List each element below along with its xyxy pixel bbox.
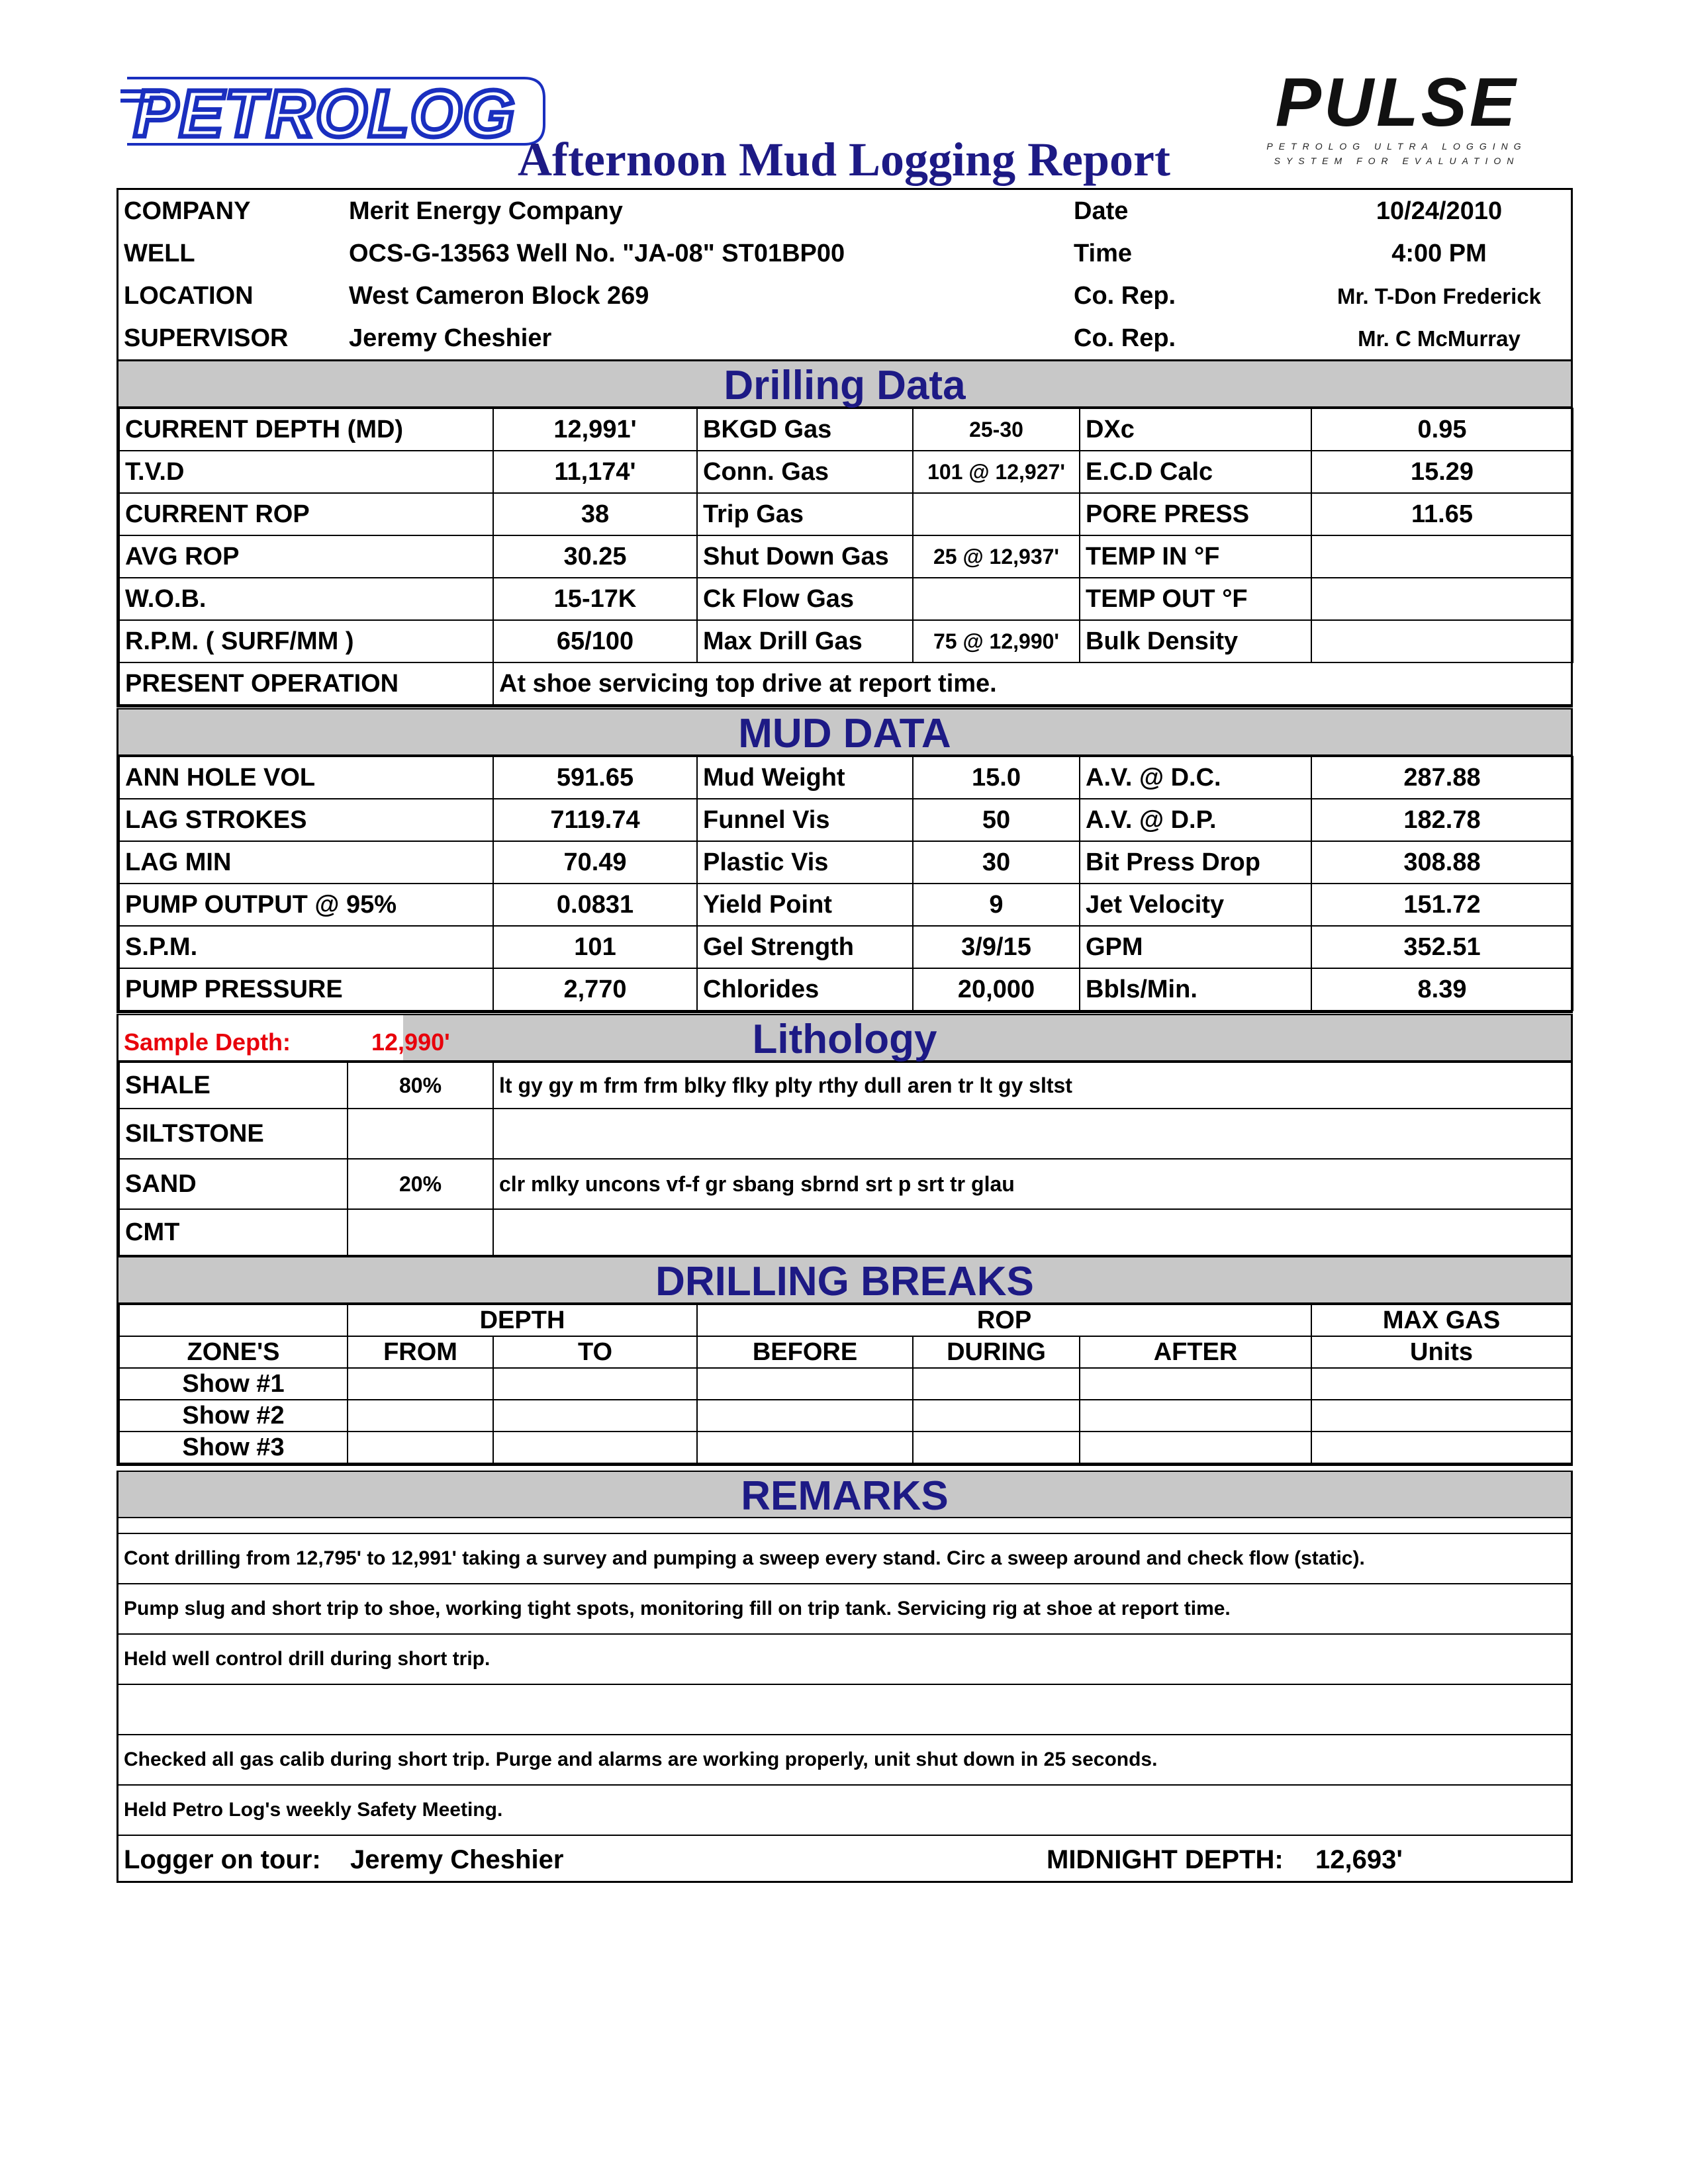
- breaks-column-header: FROM: [348, 1336, 493, 1368]
- lithology-section: [117, 1014, 1573, 1258]
- drilling-data-heading: Drilling Data: [724, 363, 966, 408]
- rock-type: SILTSTONE: [119, 1109, 348, 1159]
- drilling-data-row: [119, 408, 1573, 451]
- lithology-table: [118, 1062, 1572, 1256]
- label-cell: Shut Down Gas: [697, 535, 913, 578]
- header-right-value: Mr. T-Don Frederick: [1336, 283, 1542, 308]
- show-cell: [493, 1432, 697, 1463]
- rock-type: CMT: [119, 1209, 348, 1255]
- svg-text:SYSTEM FOR EVALUATION: SYSTEM FOR EVALUATION: [1274, 156, 1520, 166]
- mud-data-table: [118, 756, 1573, 1011]
- breaks-depth-header: DEPTH: [348, 1304, 697, 1336]
- header-label: COMPANY: [124, 197, 251, 225]
- report-title: Afternoon Mud Logging Report: [518, 133, 1170, 186]
- rock-description: [493, 1109, 1571, 1159]
- mud-data-section: [117, 708, 1573, 1013]
- drilling-breaks-band: [118, 1256, 1571, 1304]
- remark-text: [118, 1684, 1571, 1735]
- header-row: [118, 190, 1571, 232]
- header-row: [118, 232, 1571, 275]
- label-cell: W.O.B.: [119, 578, 493, 620]
- value-cell: 30.25: [493, 535, 697, 578]
- show-cell: [913, 1432, 1080, 1463]
- show-label: Show #2: [119, 1400, 348, 1432]
- lithology-row: [119, 1209, 1571, 1255]
- drilling-data-row: [119, 493, 1573, 535]
- logger-name: Jeremy Cheshier: [350, 1845, 564, 1874]
- header-right-label: Date: [1074, 197, 1129, 225]
- label-cell: A.V. @ D.P.: [1080, 799, 1311, 841]
- show-row: [119, 1368, 1571, 1400]
- label-cell: Ck Flow Gas: [697, 578, 913, 620]
- label-cell: TEMP IN °F: [1080, 535, 1311, 578]
- rock-percent: 20%: [348, 1159, 493, 1209]
- remarks-table: [118, 1533, 1571, 1836]
- label-cell: CURRENT ROP: [119, 493, 493, 535]
- value-cell: [1311, 578, 1573, 620]
- label-cell: DXc: [1080, 408, 1311, 451]
- value-cell: 101 @ 12,927': [913, 451, 1080, 493]
- label-cell: Gel Strength: [697, 926, 913, 968]
- label-cell: S.P.M.: [119, 926, 493, 968]
- label-cell: TEMP OUT °F: [1080, 578, 1311, 620]
- header-value: OCS-G-13563 Well No. "JA-08" ST01BP00: [349, 240, 845, 267]
- lithology-row: [119, 1062, 1571, 1109]
- value-cell: 151.72: [1311, 884, 1573, 926]
- drilling-breaks-section: [117, 1256, 1573, 1466]
- show-cell: [1311, 1368, 1571, 1400]
- label-cell: PORE PRESS: [1080, 493, 1311, 535]
- value-cell: 38: [493, 493, 697, 535]
- value-cell: 25 @ 12,937': [913, 535, 1080, 578]
- sample-depth-label: Sample Depth:: [124, 1028, 291, 1056]
- svg-text:PETROLOG: PETROLOG: [134, 77, 516, 151]
- rock-description: [493, 1209, 1571, 1255]
- label-cell: LAG STROKES: [119, 799, 493, 841]
- value-cell: 11.65: [1311, 493, 1573, 535]
- breaks-column-header: Units: [1311, 1336, 1571, 1368]
- header-section: [117, 188, 1573, 361]
- label-cell: E.C.D Calc: [1080, 451, 1311, 493]
- remark-line: [118, 1684, 1571, 1735]
- remark-line: [118, 1634, 1571, 1684]
- breaks-column-header: TO: [493, 1336, 697, 1368]
- remark-text: Checked all gas calib during short trip. Purge and alarms are working properly, unit shut down in 25 seconds.: [118, 1735, 1571, 1785]
- mud-data-row: [119, 884, 1573, 926]
- header-row: [118, 317, 1571, 359]
- drilling-data-row: [119, 535, 1573, 578]
- value-cell: [913, 578, 1080, 620]
- value-cell: 101: [493, 926, 697, 968]
- value-cell: 8.39: [1311, 968, 1573, 1011]
- sample-depth-value: 12,990': [371, 1028, 450, 1056]
- midnight-depth-label: MIDNIGHT DEPTH:: [1047, 1845, 1284, 1874]
- lithology-row: [119, 1159, 1571, 1209]
- footer-row: [118, 1836, 1571, 1881]
- show-cell: [348, 1400, 493, 1432]
- label-cell: A.V. @ D.C.: [1080, 756, 1311, 799]
- mud-data-row: [119, 968, 1573, 1011]
- lithology-heading: Lithology: [752, 1017, 937, 1062]
- value-cell: 75 @ 12,990': [913, 620, 1080, 662]
- remark-line: [118, 1584, 1571, 1634]
- header-right-label: Co. Rep.: [1074, 324, 1176, 352]
- remarks-section: [117, 1471, 1573, 1883]
- show-row: [119, 1432, 1571, 1463]
- label-cell: T.V.D: [119, 451, 493, 493]
- label-cell: GPM: [1080, 926, 1311, 968]
- value-cell: 182.78: [1311, 799, 1573, 841]
- svg-text:PETROLOG ULTRA LOGGING: PETROLOG ULTRA LOGGING: [1266, 141, 1527, 152]
- midnight-depth-value: 12,693': [1315, 1845, 1403, 1874]
- value-cell: 2,770: [493, 968, 697, 1011]
- remark-text: Cont drilling from 12,795' to 12,991' taking a survey and pumping a sweep every stand. Circ a sweep around and check flow (static).: [118, 1533, 1571, 1584]
- value-cell: [1311, 620, 1573, 662]
- value-cell: 591.65: [493, 756, 697, 799]
- show-cell: [697, 1368, 913, 1400]
- drilling-data-band: [118, 360, 1571, 408]
- label-cell: CURRENT DEPTH (MD): [119, 408, 493, 451]
- value-cell: 9: [913, 884, 1080, 926]
- label-cell: R.P.M. ( SURF/MM ): [119, 620, 493, 662]
- value-cell: 25-30: [913, 408, 1080, 451]
- label-cell: Jet Velocity: [1080, 884, 1311, 926]
- remark-text: Held Petro Log's weekly Safety Meeting.: [118, 1785, 1571, 1835]
- label-cell: BKGD Gas: [697, 408, 913, 451]
- label-cell: Bbls/Min.: [1080, 968, 1311, 1011]
- value-cell: 50: [913, 799, 1080, 841]
- header-right-value: 10/24/2010: [1376, 197, 1503, 225]
- value-cell: 287.88: [1311, 756, 1573, 799]
- rock-type: SHALE: [119, 1062, 348, 1109]
- value-cell: 30: [913, 841, 1080, 884]
- breaks-column-header: DURING: [913, 1336, 1080, 1368]
- value-cell: 15.0: [913, 756, 1080, 799]
- show-cell: [913, 1368, 1080, 1400]
- label-cell: Max Drill Gas: [697, 620, 913, 662]
- label-cell: Plastic Vis: [697, 841, 913, 884]
- lithology-band: [118, 1014, 1571, 1062]
- mud-data-band: [118, 708, 1571, 756]
- drilling-data-row: [119, 578, 1573, 620]
- value-cell: 352.51: [1311, 926, 1573, 968]
- value-cell: 11,174': [493, 451, 697, 493]
- value-cell: 3/9/15: [913, 926, 1080, 968]
- value-cell: 0.0831: [493, 884, 697, 926]
- header-right-label: Co. Rep.: [1074, 282, 1176, 310]
- show-cell: [697, 1432, 913, 1463]
- mud-data-row: [119, 799, 1573, 841]
- breaks-column-header-row: [119, 1336, 1571, 1368]
- show-cell: [348, 1432, 493, 1463]
- label-cell: AVG ROP: [119, 535, 493, 578]
- value-cell: 12,991': [493, 408, 697, 451]
- header-row: [118, 275, 1571, 317]
- header-label: LOCATION: [124, 282, 254, 310]
- remarks-band: [118, 1471, 1571, 1518]
- breaks-column-header: BEFORE: [697, 1336, 913, 1368]
- header-right-label: Time: [1074, 240, 1133, 267]
- show-label: Show #3: [119, 1432, 348, 1463]
- mud-data-heading: MUD DATA: [738, 711, 951, 756]
- show-cell: [1311, 1432, 1571, 1463]
- remark-line: [118, 1785, 1571, 1835]
- label-cell: Conn. Gas: [697, 451, 913, 493]
- remarks-heading: REMARKS: [741, 1473, 949, 1519]
- pulse-logo: [1238, 71, 1556, 177]
- header-value: West Cameron Block 269: [349, 282, 649, 310]
- header-label: WELL: [124, 240, 195, 267]
- label-cell: Chlorides: [697, 968, 913, 1011]
- value-cell: 0.95: [1311, 408, 1573, 451]
- label-cell: LAG MIN: [119, 841, 493, 884]
- rock-description: lt gy gy m frm frm blky flky plty rthy dull aren tr lt gy sltst: [493, 1062, 1571, 1109]
- label-cell: Mud Weight: [697, 756, 913, 799]
- value-cell: 15-17K: [493, 578, 697, 620]
- logger-label: Logger on tour:: [124, 1845, 321, 1874]
- present-operation-value: At shoe servicing top drive at report time.: [493, 662, 1573, 705]
- drilling-data-row: [119, 451, 1573, 493]
- drilling-data-row: [119, 620, 1573, 662]
- breaks-column-header: ZONE'S: [119, 1336, 348, 1368]
- label-cell: Yield Point: [697, 884, 913, 926]
- value-cell: 70.49: [493, 841, 697, 884]
- present-operation-row: [119, 662, 1573, 705]
- value-cell: 7119.74: [493, 799, 697, 841]
- show-row: [119, 1400, 1571, 1432]
- value-cell: 65/100: [493, 620, 697, 662]
- value-cell: 15.29: [1311, 451, 1573, 493]
- breaks-group-header-row: [119, 1304, 1571, 1336]
- header-value: Jeremy Cheshier: [349, 324, 552, 352]
- present-operation-label: PRESENT OPERATION: [119, 662, 493, 705]
- breaks-blank-header: [119, 1304, 348, 1336]
- drilling-data-table: [118, 408, 1573, 705]
- show-cell: [1080, 1400, 1311, 1432]
- show-cell: [1080, 1368, 1311, 1400]
- drilling-data-section: [117, 360, 1573, 707]
- mud-data-row: [119, 841, 1573, 884]
- remark-text: Pump slug and short trip to shoe, working tight spots, monitoring fill on trip tank. Servicing rig at shoe at report time.: [118, 1584, 1571, 1634]
- remark-line: [118, 1533, 1571, 1584]
- breaks-column-header: AFTER: [1080, 1336, 1311, 1368]
- lithology-row: [119, 1109, 1571, 1159]
- value-cell: [1311, 535, 1573, 578]
- show-cell: [348, 1368, 493, 1400]
- mud-data-row: [119, 926, 1573, 968]
- remark-text: Held well control drill during short trip.: [118, 1634, 1571, 1684]
- header-right-value: 4:00 PM: [1391, 240, 1487, 267]
- show-cell: [697, 1400, 913, 1432]
- value-cell: [913, 493, 1080, 535]
- show-cell: [913, 1400, 1080, 1432]
- rock-description: clr mlky uncons vf-f gr sbang sbrnd srt p srt tr glau: [493, 1159, 1571, 1209]
- label-cell: PUMP PRESSURE: [119, 968, 493, 1011]
- value-cell: 308.88: [1311, 841, 1573, 884]
- breaks-max-gas-header: MAX GAS: [1311, 1304, 1571, 1336]
- breaks-rop-header: ROP: [697, 1304, 1311, 1336]
- header-table: [118, 190, 1571, 359]
- rock-percent: [348, 1109, 493, 1159]
- drilling-breaks-heading: DRILLING BREAKS: [655, 1259, 1034, 1304]
- show-cell: [493, 1368, 697, 1400]
- show-cell: [1311, 1400, 1571, 1432]
- svg-text:PULSE: PULSE: [1275, 71, 1519, 141]
- header-right-value: Mr. C McMurray: [1358, 326, 1521, 351]
- rock-type: SAND: [119, 1159, 348, 1209]
- show-label: Show #1: [119, 1368, 348, 1400]
- label-cell: ANN HOLE VOL: [119, 756, 493, 799]
- value-cell: 20,000: [913, 968, 1080, 1011]
- label-cell: Trip Gas: [697, 493, 913, 535]
- header-label: SUPERVISOR: [124, 324, 289, 352]
- remark-line: [118, 1735, 1571, 1785]
- rock-percent: [348, 1209, 493, 1255]
- show-cell: [493, 1400, 697, 1432]
- label-cell: PUMP OUTPUT @ 95%: [119, 884, 493, 926]
- rock-percent: 80%: [348, 1062, 493, 1109]
- label-cell: Funnel Vis: [697, 799, 913, 841]
- show-cell: [1080, 1432, 1311, 1463]
- label-cell: Bulk Density: [1080, 620, 1311, 662]
- label-cell: Bit Press Drop: [1080, 841, 1311, 884]
- drilling-breaks-table: [118, 1304, 1572, 1464]
- header-value: Merit Energy Company: [349, 197, 623, 225]
- mud-data-row: [119, 756, 1573, 799]
